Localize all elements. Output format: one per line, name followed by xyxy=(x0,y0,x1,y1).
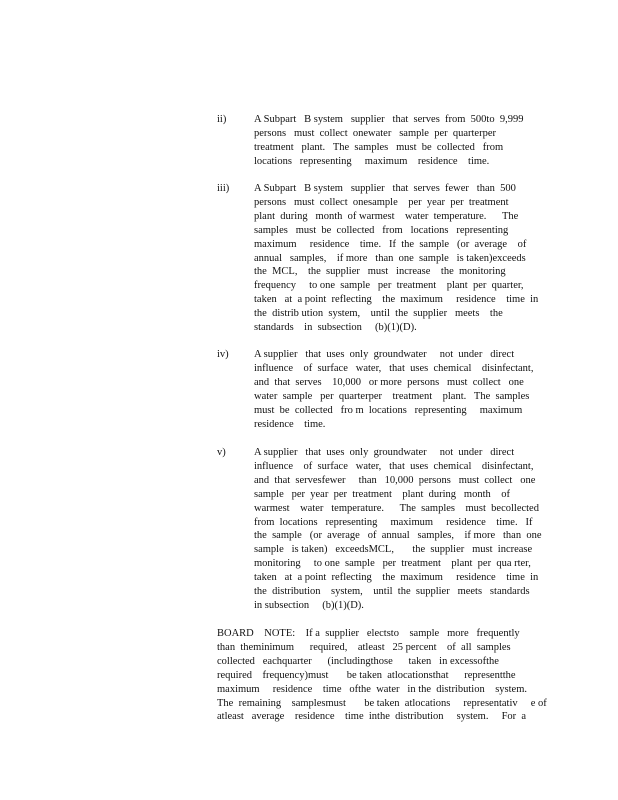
text-line: plant during month of warmest water temperature. The xyxy=(254,210,519,222)
text-line: A Subpart B system supplier that serves from 500to 9,999 xyxy=(254,114,524,125)
text-line: warmest water temperature. The samples must becollected xyxy=(254,502,539,514)
text-line: the distribution system, until the supplier meets standards xyxy=(254,586,530,598)
text-line: frequency to one sample per treatment plant per quarter, xyxy=(254,280,524,292)
text-line: maximum residence time. If the sample (or average of xyxy=(254,238,527,250)
note-line: required frequency)must be taken atlocationsthat representthe xyxy=(217,669,516,681)
board-note xyxy=(217,627,547,724)
note-line: maximum residence time ofthe water in the distribution system. xyxy=(217,683,527,695)
item-body xyxy=(254,182,544,335)
item-body xyxy=(254,113,544,169)
text-line: persons must collect onesample per year per treatment xyxy=(254,196,509,208)
text-line: locations representing maximum residence time. xyxy=(254,155,490,167)
text-line: monitoring to one sample per treatment plant per qua rter, xyxy=(254,558,531,570)
note-line: The remaining samplesmust be taken atlocations representativ e of xyxy=(217,697,547,709)
text-line: the MCL, the supplier must increase the monitoring xyxy=(254,266,506,278)
text-line: from locations representing maximum residence time. If xyxy=(254,516,533,528)
note-line: than theminimum required, atleast 25 percent of all samples xyxy=(217,641,511,653)
text-line: and that serves 10,000 or more persons must collect one xyxy=(254,376,524,388)
text-line: sample per year per treatment plant during month of xyxy=(254,488,511,500)
note-line: collected eachquarter (includingthose taken in excessofthe xyxy=(217,655,499,667)
note-line: BOARD NOTE: If a supplier electsto sample more frequently xyxy=(217,628,520,639)
text-line: taken at a point reflecting the maximum residence time in xyxy=(254,294,539,306)
text-line: annual samples, if more than one sample is taken)exceeds xyxy=(254,252,526,264)
note-line: atleast average residence time inthe distribution system. For a xyxy=(217,711,527,723)
text-line: water sample per quarterper treatment plant. The samples xyxy=(254,390,530,402)
text-line: standards in subsection (b)(1)(D). xyxy=(254,322,417,334)
text-line: residence time. xyxy=(254,418,326,430)
text-line: influence of surface water, that uses chemical disinfectant, xyxy=(254,362,534,374)
item-label: v) xyxy=(217,447,226,458)
text-line: and that servesfewer than 10,000 persons must collect one xyxy=(254,474,536,486)
text-line: treatment plant. The samples must be collected from xyxy=(254,141,504,153)
text-line: in subsection (b)(1)(D). xyxy=(254,599,364,611)
text-line: taken at a point reflecting the maximum residence time in xyxy=(254,572,539,584)
item-body xyxy=(254,446,544,613)
text-line: A supplier that uses only groundwater not under direct xyxy=(254,349,515,360)
text-line: persons must collect onewater sample per quarterper xyxy=(254,127,496,139)
item-label: ii) xyxy=(217,114,227,125)
item-label: iv) xyxy=(217,349,229,360)
text-line: samples must be collected from locations representing xyxy=(254,224,509,236)
text-line: influence of surface water, that uses chemical disinfectant, xyxy=(254,460,534,472)
text-line: A Subpart B system supplier that serves fewer than 500 xyxy=(254,183,516,194)
item-label: iii) xyxy=(217,183,230,194)
text-line: the sample (or average of annual samples, if more than one xyxy=(254,530,542,542)
text-line: A supplier that uses only groundwater not under direct xyxy=(254,447,515,458)
text-line: the distrib ution system, until the supplier meets the xyxy=(254,308,503,320)
item-body xyxy=(254,348,544,431)
text-line: must be collected fro m locations representing maximum xyxy=(254,404,523,416)
text-line: sample is taken) exceedsMCL, the supplier must increase xyxy=(254,544,533,556)
